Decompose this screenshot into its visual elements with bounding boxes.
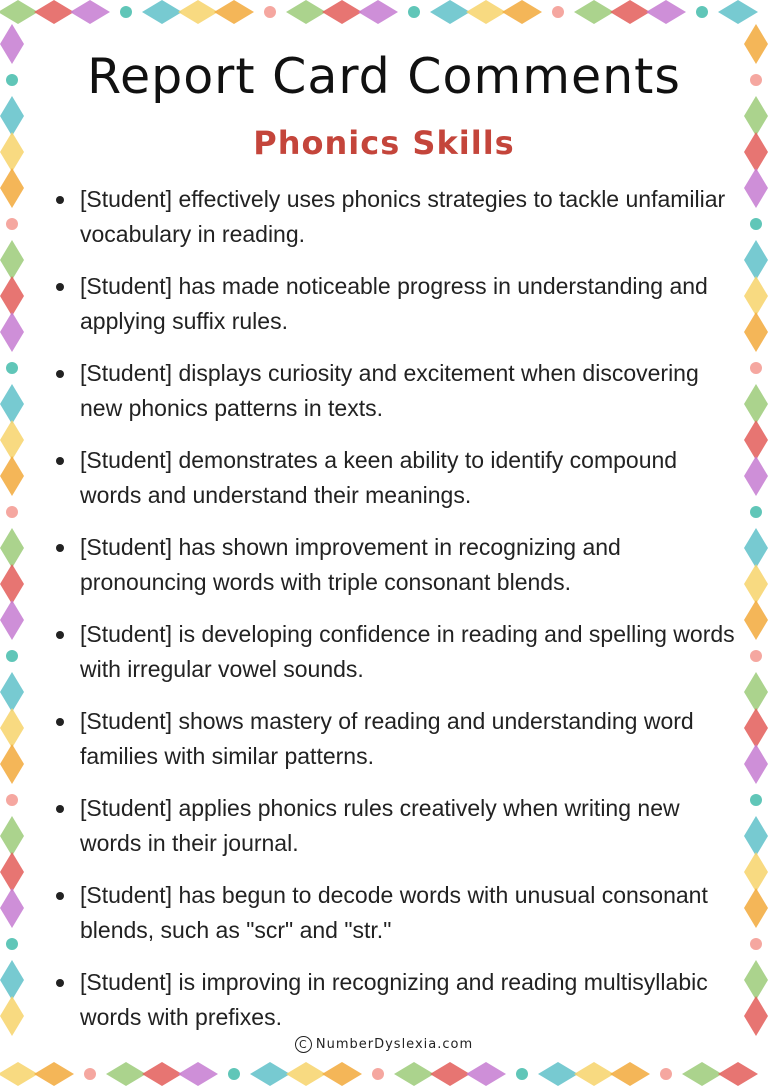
bullet-icon bbox=[56, 892, 64, 900]
border-dot-icon bbox=[264, 6, 276, 18]
border-diamond-icon bbox=[0, 672, 24, 712]
border-dot-icon bbox=[6, 218, 18, 230]
border-diamond-icon bbox=[744, 312, 768, 352]
border-diamond-icon bbox=[744, 960, 768, 1000]
border-diamond-icon bbox=[0, 456, 24, 496]
border-diamond-icon bbox=[744, 708, 768, 748]
border-diamond-icon bbox=[286, 1062, 326, 1086]
border-dot-icon bbox=[552, 6, 564, 18]
list-item bbox=[50, 617, 740, 704]
border-diamond-icon bbox=[0, 960, 24, 1000]
bullet-icon bbox=[56, 805, 64, 813]
border-diamond-icon bbox=[0, 852, 24, 892]
border-diamond-icon bbox=[718, 1062, 758, 1086]
border-diamond-icon bbox=[610, 0, 650, 24]
copyright-icon: C bbox=[295, 1036, 312, 1053]
list-item bbox=[50, 704, 740, 791]
border-diamond-icon bbox=[610, 1062, 650, 1086]
border-diamond-icon bbox=[34, 1062, 74, 1086]
border-diamond-icon bbox=[744, 456, 768, 496]
border-diamond-icon bbox=[744, 168, 768, 208]
border-diamond-icon bbox=[744, 528, 768, 568]
list-item bbox=[50, 530, 740, 617]
border-diamond-icon bbox=[178, 0, 218, 24]
comment-text: [Student] shows mastery of reading and understanding word families with similar patterns. bbox=[80, 708, 694, 769]
border-diamond-icon bbox=[430, 0, 470, 24]
border-diamond-icon bbox=[744, 384, 768, 424]
border-diamond-icon bbox=[178, 1062, 218, 1086]
border-diamond-icon bbox=[744, 672, 768, 712]
border-diamond-icon bbox=[744, 564, 768, 604]
list-item bbox=[50, 443, 740, 530]
border-diamond-icon bbox=[250, 1062, 290, 1086]
border-diamond-icon bbox=[574, 0, 614, 24]
border-diamond-icon bbox=[744, 888, 768, 928]
border-dot-icon bbox=[6, 650, 18, 662]
border-diamond-icon bbox=[744, 420, 768, 460]
list-item bbox=[50, 182, 740, 269]
comment-text: [Student] demonstrates a keen ability to identify compound words and understand their meanings. bbox=[80, 447, 678, 508]
border-dot-icon bbox=[6, 938, 18, 950]
border-dot-icon bbox=[6, 362, 18, 374]
border-diamond-icon bbox=[34, 0, 74, 24]
border-diamond-icon bbox=[0, 564, 24, 604]
border-diamond-icon bbox=[0, 1062, 38, 1086]
border-diamond-icon bbox=[574, 1062, 614, 1086]
border-diamond-icon bbox=[718, 0, 758, 24]
comment-text: [Student] has made noticeable progress in understanding and applying suffix rules. bbox=[80, 273, 708, 334]
border-diamond-icon bbox=[744, 852, 768, 892]
border-diamond-icon bbox=[0, 384, 24, 424]
list-item bbox=[50, 269, 740, 356]
bullet-icon bbox=[56, 370, 64, 378]
border-diamond-icon bbox=[322, 1062, 362, 1086]
comment-text: [Student] effectively uses phonics strategies to tackle unfamiliar vocabulary in reading. bbox=[80, 186, 726, 247]
border-dot-icon bbox=[228, 1068, 240, 1080]
comment-text: [Student] has begun to decode words with unusual consonant blends, such as "scr" and "str." bbox=[80, 882, 708, 943]
bullet-icon bbox=[56, 196, 64, 204]
border-diamond-icon bbox=[646, 0, 686, 24]
footer-site: NumberDyslexia.com bbox=[315, 1037, 474, 1052]
border-diamond-icon bbox=[502, 0, 542, 24]
comment-text: [Student] is developing confidence in reading and spelling words with irregular vowel sounds. bbox=[80, 621, 735, 682]
border-dot-icon bbox=[6, 506, 18, 518]
border-diamond-icon bbox=[430, 1062, 470, 1086]
border-diamond-icon bbox=[0, 708, 24, 748]
border-diamond-icon bbox=[0, 528, 24, 568]
border-dot-icon bbox=[750, 218, 762, 230]
bullet-icon bbox=[56, 718, 64, 726]
bullet-icon bbox=[56, 544, 64, 552]
border-dot-icon bbox=[84, 1068, 96, 1080]
border-diamond-icon bbox=[744, 240, 768, 280]
footer-credit bbox=[0, 1036, 768, 1053]
border-diamond-icon bbox=[538, 1062, 578, 1086]
comment-text: [Student] displays curiosity and excitement when discovering new phonics patterns in texts. bbox=[80, 360, 699, 421]
border-diamond-icon bbox=[0, 312, 24, 352]
border-diamond-icon bbox=[744, 996, 768, 1036]
border-dot-icon bbox=[120, 6, 132, 18]
border-diamond-icon bbox=[0, 888, 24, 928]
border-dot-icon bbox=[516, 1068, 528, 1080]
list-item bbox=[50, 356, 740, 443]
comment-list bbox=[50, 182, 740, 1052]
border-dot-icon bbox=[696, 6, 708, 18]
border-dot-icon bbox=[372, 1068, 384, 1080]
border-dot-icon bbox=[408, 6, 420, 18]
border-diamond-icon bbox=[142, 1062, 182, 1086]
border-dot-icon bbox=[750, 506, 762, 518]
border-dot-icon bbox=[750, 938, 762, 950]
border-dot-icon bbox=[6, 794, 18, 806]
border-diamond-icon bbox=[744, 744, 768, 784]
border-diamond-icon bbox=[70, 0, 110, 24]
list-item bbox=[50, 791, 740, 878]
border-diamond-icon bbox=[0, 996, 24, 1036]
bullet-icon bbox=[56, 631, 64, 639]
list-item bbox=[50, 878, 740, 965]
comment-text: [Student] is improving in recognizing and reading multisyllabic words with prefixes. bbox=[80, 969, 708, 1030]
border-diamond-icon bbox=[466, 1062, 506, 1086]
border-diamond-icon bbox=[0, 168, 24, 208]
border-diamond-icon bbox=[322, 0, 362, 24]
comment-text: [Student] applies phonics rules creatively when writing new words in their journal. bbox=[80, 795, 680, 856]
border-diamond-icon bbox=[142, 0, 182, 24]
border-diamond-icon bbox=[358, 0, 398, 24]
border-dot-icon bbox=[660, 1068, 672, 1080]
border-diamond-icon bbox=[744, 600, 768, 640]
border-dot-icon bbox=[750, 794, 762, 806]
border-diamond-icon bbox=[0, 816, 24, 856]
border-diamond-icon bbox=[682, 1062, 722, 1086]
bullet-icon bbox=[56, 979, 64, 987]
border-diamond-icon bbox=[0, 0, 38, 24]
page-title: Report Card Comments bbox=[87, 48, 681, 105]
border-diamond-icon bbox=[0, 420, 24, 460]
border-diamond-icon bbox=[106, 1062, 146, 1086]
bullet-icon bbox=[56, 457, 64, 465]
border-diamond-icon bbox=[744, 276, 768, 316]
border-dot-icon bbox=[750, 362, 762, 374]
border-diamond-icon bbox=[0, 744, 24, 784]
border-diamond-icon bbox=[744, 816, 768, 856]
comment-text: [Student] has shown improvement in recognizing and pronouncing words with triple consonant blends. bbox=[80, 534, 621, 595]
border-diamond-icon bbox=[0, 600, 24, 640]
border-diamond-icon bbox=[286, 0, 326, 24]
border-diamond-icon bbox=[394, 1062, 434, 1086]
bullet-icon bbox=[56, 283, 64, 291]
border-diamond-icon bbox=[466, 0, 506, 24]
border-dot-icon bbox=[750, 650, 762, 662]
border-diamond-icon bbox=[0, 240, 24, 280]
page-subtitle: Phonics Skills bbox=[253, 124, 515, 162]
border-diamond-icon bbox=[0, 276, 24, 316]
border-diamond-icon bbox=[214, 0, 254, 24]
